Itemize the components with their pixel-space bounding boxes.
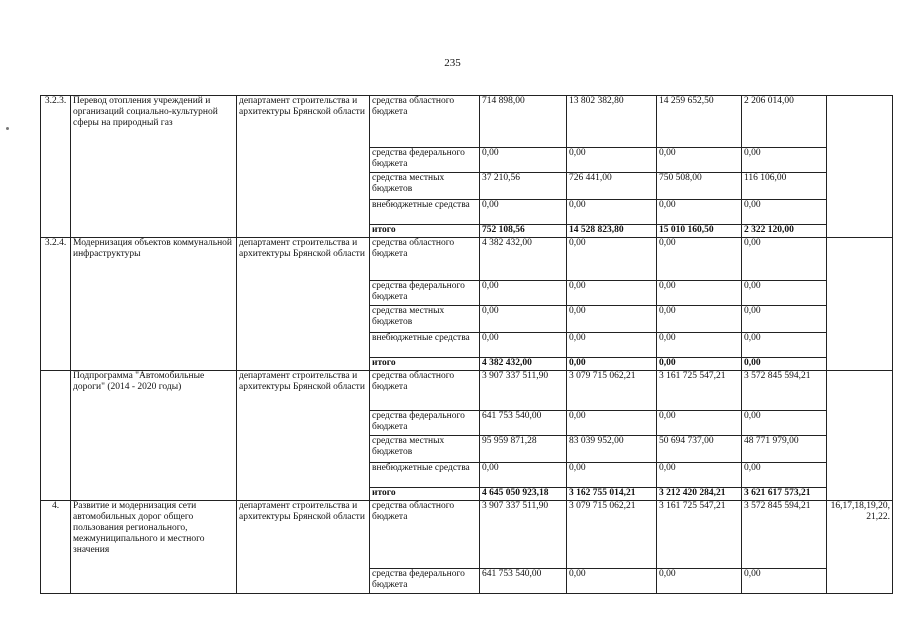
section-title: Развитие и модернизация сети автомобильных дорог общего пользования регионального, межмуниципального и местного значения xyxy=(71,501,237,594)
funding-value: 0,00 xyxy=(657,333,742,358)
funding-value: 0,00 xyxy=(480,306,567,333)
section-department: департамент строительства и архитектуры Брянской области xyxy=(237,238,370,371)
funding-source: внебюджетные средства xyxy=(370,333,480,358)
funding-value: 3 907 337 511,90 xyxy=(480,371,567,411)
page-number: 235 xyxy=(444,57,461,69)
funding-value: 0,00 xyxy=(742,238,827,281)
section-title: Модернизация объектов коммунальной инфраструктуры xyxy=(71,238,237,371)
funding-value: 0,00 xyxy=(567,148,657,173)
funding-value: 3 212 420 284,21 xyxy=(657,488,742,501)
funding-value: 0,00 xyxy=(567,411,657,436)
funding-value: 0,00 xyxy=(742,333,827,358)
funding-value: 0,00 xyxy=(657,238,742,281)
funding-source: средства федерального бюджета xyxy=(370,411,480,436)
funding-value: 0,00 xyxy=(480,333,567,358)
section-code xyxy=(41,371,71,501)
funding-value: 4 645 050 923,18 xyxy=(480,488,567,501)
funding-value: 0,00 xyxy=(657,358,742,371)
indicator-refs xyxy=(827,238,893,371)
indicator-refs xyxy=(827,371,893,501)
section-department: департамент строительства и архитектуры Брянской области xyxy=(237,371,370,501)
section-department: департамент строительства и архитектуры Брянской области xyxy=(237,96,370,238)
indicator-refs xyxy=(827,96,893,238)
funding-value: 641 753 540,00 xyxy=(480,569,567,594)
funding-value: 726 441,00 xyxy=(567,173,657,200)
funding-value: 0,00 xyxy=(742,463,827,488)
funding-source: средства местных бюджетов xyxy=(370,306,480,333)
funding-value: 0,00 xyxy=(567,238,657,281)
funding-value: 95 959 871,28 xyxy=(480,436,567,463)
funding-value: 0,00 xyxy=(742,569,827,594)
scan-artifact xyxy=(6,127,9,130)
funding-value: 0,00 xyxy=(567,463,657,488)
table-row xyxy=(41,238,893,281)
funding-value: 37 210,56 xyxy=(480,173,567,200)
section-code: 3.2.3. xyxy=(41,96,71,238)
funding-value: 83 039 952,00 xyxy=(567,436,657,463)
funding-value: 0,00 xyxy=(567,306,657,333)
funding-value: 750 508,00 xyxy=(657,173,742,200)
funding-source: средства областного бюджета xyxy=(370,238,480,281)
funding-source: средства местных бюджетов xyxy=(370,173,480,200)
funding-value: 0,00 xyxy=(657,411,742,436)
funding-value: 50 694 737,00 xyxy=(657,436,742,463)
funding-value: 0,00 xyxy=(567,200,657,225)
funding-value: 3 161 725 547,21 xyxy=(657,501,742,569)
funding-value: 116 106,00 xyxy=(742,173,827,200)
funding-value: 0,00 xyxy=(657,569,742,594)
section-code: 3.2.4. xyxy=(41,238,71,371)
funding-value: 3 572 845 594,21 xyxy=(742,501,827,569)
section-title: Подпрограмма "Автомобильные дороги" (2014 - 2020 годы) xyxy=(71,371,237,501)
funding-value: 14 528 823,80 xyxy=(567,225,657,238)
funding-source: итого xyxy=(370,358,480,371)
section-department: департамент строительства и архитектуры Брянской области xyxy=(237,501,370,594)
table-row xyxy=(41,96,893,148)
funding-value: 0,00 xyxy=(742,148,827,173)
funding-source: средства областного бюджета xyxy=(370,96,480,148)
funding-source: средства областного бюджета xyxy=(370,501,480,569)
funding-value: 0,00 xyxy=(657,306,742,333)
table-row xyxy=(41,371,893,411)
funding-source: средства федерального бюджета xyxy=(370,281,480,306)
funding-value: 752 108,56 xyxy=(480,225,567,238)
funding-source: средства федерального бюджета xyxy=(370,569,480,594)
funding-value: 0,00 xyxy=(567,569,657,594)
funding-value: 14 259 652,50 xyxy=(657,96,742,148)
funding-value: 3 161 725 547,21 xyxy=(657,371,742,411)
indicator-refs: 16,17,18,19,20, 21,22. xyxy=(827,501,893,594)
funding-value: 4 382 432,00 xyxy=(480,238,567,281)
funding-value: 0,00 xyxy=(742,358,827,371)
funding-value: 0,00 xyxy=(480,200,567,225)
funding-value: 15 010 160,50 xyxy=(657,225,742,238)
budget-table xyxy=(40,95,893,594)
funding-source: внебюджетные средства xyxy=(370,200,480,225)
funding-value: 0,00 xyxy=(657,281,742,306)
funding-value: 641 753 540,00 xyxy=(480,411,567,436)
funding-value: 0,00 xyxy=(567,281,657,306)
funding-value: 3 572 845 594,21 xyxy=(742,371,827,411)
funding-source: итого xyxy=(370,225,480,238)
funding-value: 0,00 xyxy=(567,358,657,371)
funding-value: 0,00 xyxy=(742,281,827,306)
funding-value: 0,00 xyxy=(567,333,657,358)
funding-value: 3 907 337 511,90 xyxy=(480,501,567,569)
funding-value: 714 898,00 xyxy=(480,96,567,148)
funding-value: 48 771 979,00 xyxy=(742,436,827,463)
funding-value: 3 621 617 573,21 xyxy=(742,488,827,501)
funding-value: 2 206 014,00 xyxy=(742,96,827,148)
funding-value: 13 802 382,80 xyxy=(567,96,657,148)
section-title: Перевод отопления учреждений и организаций социально-культурной сферы на природный газ xyxy=(71,96,237,238)
funding-value: 0,00 xyxy=(657,463,742,488)
funding-value: 0,00 xyxy=(742,411,827,436)
funding-source: средства федерального бюджета xyxy=(370,148,480,173)
funding-value: 0,00 xyxy=(742,306,827,333)
funding-value: 3 162 755 014,21 xyxy=(567,488,657,501)
table-row xyxy=(41,501,893,569)
funding-value: 3 079 715 062,21 xyxy=(567,501,657,569)
funding-value: 0,00 xyxy=(480,463,567,488)
funding-source: средства областного бюджета xyxy=(370,371,480,411)
funding-value: 3 079 715 062,21 xyxy=(567,371,657,411)
funding-value: 0,00 xyxy=(657,148,742,173)
funding-source: внебюджетные средства xyxy=(370,463,480,488)
section-code: 4. xyxy=(41,501,71,594)
funding-value: 0,00 xyxy=(742,200,827,225)
funding-source: итого xyxy=(370,488,480,501)
funding-value: 0,00 xyxy=(480,281,567,306)
funding-value: 2 322 120,00 xyxy=(742,225,827,238)
funding-value: 4 382 432,00 xyxy=(480,358,567,371)
funding-source: средства местных бюджетов xyxy=(370,436,480,463)
funding-value: 0,00 xyxy=(657,200,742,225)
funding-value: 0,00 xyxy=(480,148,567,173)
